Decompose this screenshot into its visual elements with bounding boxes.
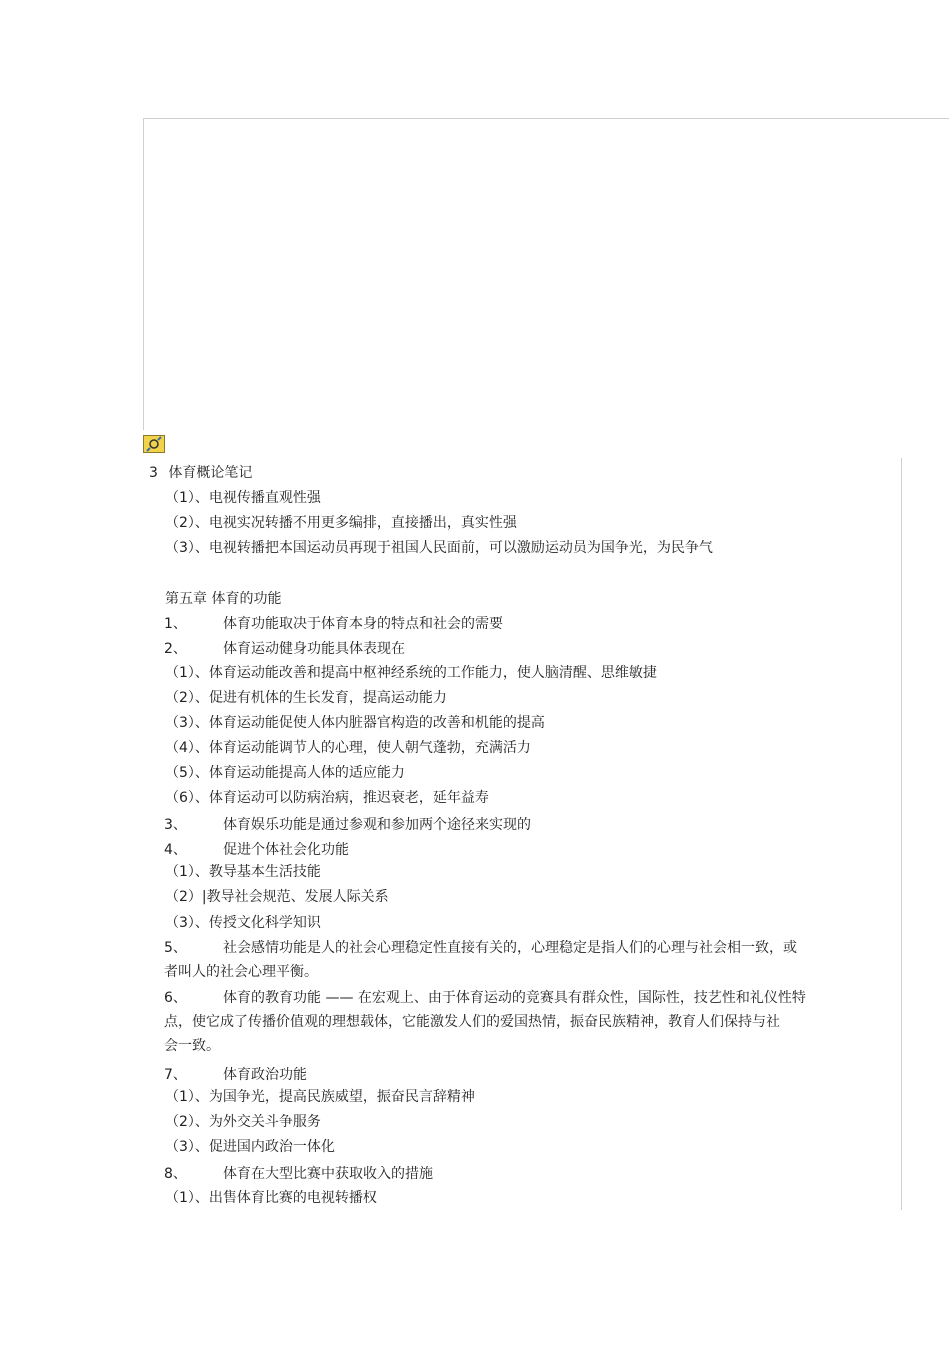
- sub-item: （1）、为国争光，提高民族威望，振奋民言辞精神: [165, 1089, 475, 1105]
- item-number: 6、: [164, 990, 187, 1006]
- item-text-continued: 会一致。: [164, 1038, 220, 1054]
- sub-item: （2）、为外交关斗争服务: [165, 1114, 321, 1130]
- page-border-line: [901, 458, 902, 1210]
- list-item: [164, 1165, 433, 1183]
- sub-item: （1）、出售体育比赛的电视转播权: [165, 1190, 377, 1206]
- sub-item: （4）、体育运动能调节人的心理，使人朝气蓬勃，充满活力: [165, 740, 531, 756]
- list-item: [164, 640, 405, 658]
- sub-item: （3）、体育运动能促使人体内脏器官构造的改善和机能的提高: [165, 715, 545, 731]
- item-text: 体育政治功能: [223, 1067, 307, 1083]
- item-number: 5、: [164, 940, 187, 956]
- list-item: [164, 1066, 307, 1084]
- item-text: 社会感情功能是人的社会心理稳定性直接有关的，心理稳定是指人们的心理与社会相一致，或: [223, 940, 797, 956]
- page-header: [149, 464, 252, 482]
- sub-item: （2）|教导社会规范、发展人际关系: [165, 889, 389, 905]
- item-number: 4、: [164, 842, 187, 858]
- embedded-object-icon[interactable]: [143, 435, 165, 453]
- paragraph-item-5: [164, 936, 797, 984]
- item-number: 1、: [164, 616, 187, 632]
- embedded-object-frame: [143, 118, 949, 430]
- document-title: 体育概论笔记: [168, 465, 253, 481]
- sub-item: （3）、促进国内政治一体化: [165, 1139, 335, 1155]
- item-text: 体育在大型比赛中获取收入的措施: [223, 1166, 433, 1182]
- item-number: 7、: [164, 1067, 187, 1083]
- item-number: 2、: [164, 641, 187, 657]
- page-number: 3: [149, 465, 158, 481]
- sub-item: （6）、体育运动可以防病治病，推迟衰老，延年益寿: [165, 790, 489, 806]
- item-number: 8、: [164, 1166, 187, 1182]
- list-item: [164, 816, 531, 834]
- item-text-continued: 点，使它成了传播价值观的理想载体，它能激发人们的爱国热情，振奋民族精神，教育人们保持与社: [164, 1014, 780, 1030]
- list-item: （1）、电视传播直观性强: [165, 490, 321, 506]
- item-text: 体育功能取决于体育本身的特点和社会的需要: [223, 616, 503, 632]
- list-item: [164, 841, 349, 859]
- item-text: 体育的教育功能 —— 在宏观上、由于体育运动的竞赛具有群众性，国际性，技艺性和礼仪性特: [223, 990, 806, 1006]
- item-text: 促进个体社会化功能: [223, 842, 349, 858]
- chapter-title: 第五章 体育的功能: [165, 591, 282, 607]
- sub-item: （1）、教导基本生活技能: [165, 864, 321, 880]
- sub-item: （1）、体育运动能改善和提高中枢神经系统的工作能力，使人脑清醒、思维敏捷: [165, 665, 657, 681]
- item-text: 体育娱乐功能是通过参观和参加两个途径来实现的: [223, 817, 531, 833]
- list-item: （3）、电视转播把本国运动员再现于祖国人民面前，可以激励运动员为国争光，为民争气: [165, 540, 713, 556]
- paragraph-item-6: [164, 986, 806, 1058]
- item-number: 3、: [164, 817, 187, 833]
- item-text-continued: 者叫人的社会心理平衡。: [164, 964, 318, 980]
- sub-item: （3）、传授文化科学知识: [165, 915, 321, 931]
- sub-item: （5）、体育运动能提高人体的适应能力: [165, 765, 405, 781]
- list-item: （2）、电视实况转播不用更多编排，直接播出，真实性强: [165, 515, 517, 531]
- item-text: 体育运动健身功能具体表现在: [223, 641, 405, 657]
- list-item: [164, 615, 503, 633]
- sub-item: （2）、促进有机体的生长发育，提高运动能力: [165, 690, 447, 706]
